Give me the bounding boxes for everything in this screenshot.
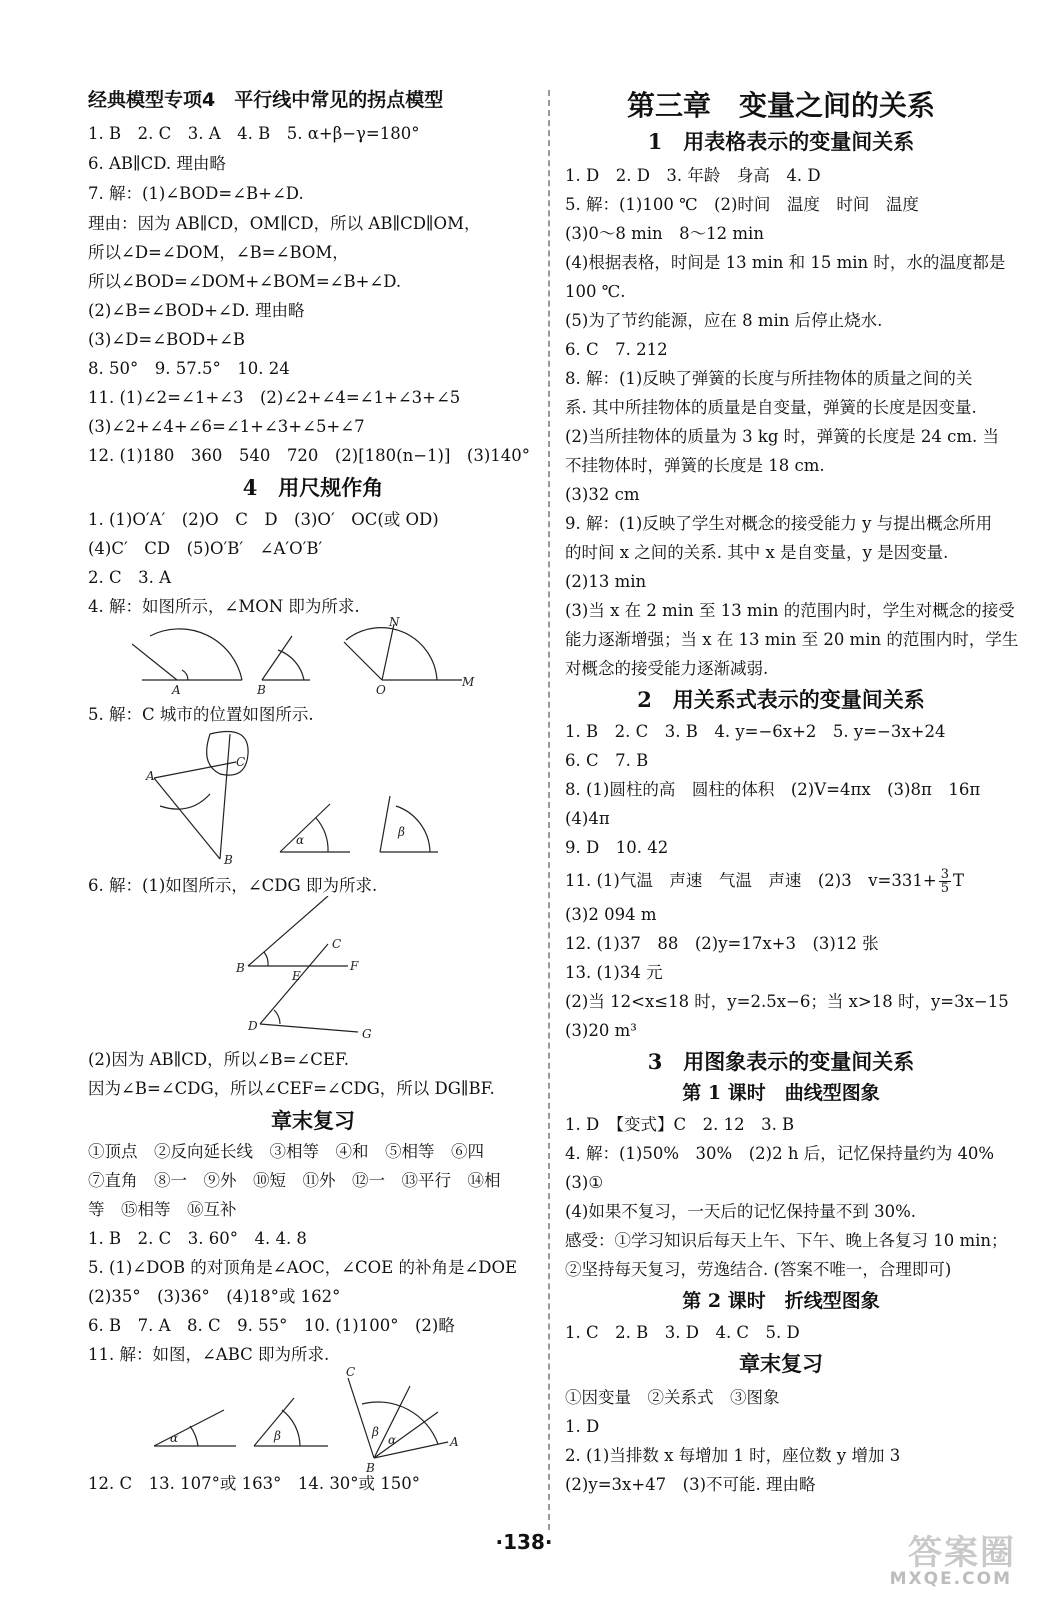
- answer-line: 1. B 2. C 3. A 4. B 5. α+β−γ=180°: [88, 124, 420, 143]
- section-heading: 4 用尺规作角: [242, 475, 384, 500]
- svg-text:α: α: [170, 1431, 179, 1445]
- section-heading: 2 用关系式表示的变量间关系: [637, 687, 925, 712]
- answer-line: ⑦直角 ⑧一 ⑨外 ⑩短 ⑪外 ⑫一 ⑬平行 ⑭相: [88, 1171, 501, 1190]
- answer-line: 12. (1)37 88 (2)y=17x+3 (3)12 张: [565, 934, 879, 953]
- answer-line: (4)C′ CD (5)O′B′ ∠A′O′B′: [88, 539, 323, 558]
- answer-line: (4)根据表格，时间是 13 min 和 15 min 时，水的温度都是: [565, 253, 1006, 272]
- svg-text:β: β: [372, 1425, 379, 1439]
- section-heading: 3 用图象表示的变量间关系: [647, 1049, 915, 1074]
- svg-text:α: α: [388, 1433, 397, 1447]
- answer-line: 等 ⑮相等 ⑯互补: [88, 1200, 237, 1219]
- svg-text:B: B: [366, 1461, 375, 1474]
- construction-figure-cdg: [228, 896, 388, 1046]
- answer-line: (3)∠2+∠4+∠6=∠1+∠3+∠5+∠7: [88, 417, 365, 436]
- answer-line: 6. B 7. A 8. C 9. 55° 10. (1)100° (2)略: [88, 1316, 455, 1335]
- svg-text:C: C: [332, 937, 342, 951]
- answer-line: ②坚持每天复习，劳逸结合. (答案不唯一，合理即可): [565, 1260, 952, 1279]
- answer-line: 的时间 x 之间的关系. 其中 x 是自变量，y 是因变量.: [565, 543, 949, 562]
- answer-line: 8. 50° 9. 57.5° 10. 24: [88, 359, 290, 378]
- answer-line: 9. D 10. 42: [565, 838, 669, 857]
- answer-text: 11. (1)气温 声速 气温 声速 (2)3 v=331+: [565, 871, 937, 890]
- answer-line: 2. (1)当排数 x 每增加 1 时，座位数 y 增加 3: [565, 1446, 901, 1465]
- svg-text:O: O: [376, 683, 386, 694]
- answer-line: (3)当 x 在 2 min 至 13 min 的范围内时，学生对概念的接受: [565, 601, 1015, 620]
- answer-line: 系. 其中所挂物体的质量是自变量，弹簧的长度是因变量.: [565, 398, 977, 417]
- answer-line: (3)2 094 m: [565, 905, 657, 924]
- answer-line: 4. 解：(1)50% 30% (2)2 h 后，记忆保持量约为 40%: [565, 1144, 995, 1163]
- construction-figure-city-c: [140, 724, 440, 864]
- watermark-logo: [846, 1525, 1016, 1591]
- svg-text:N: N: [389, 615, 400, 629]
- answer-line: (3)①: [565, 1173, 604, 1192]
- watermark-text: 答案圈: [908, 1533, 1016, 1573]
- page-number: ·138·: [495, 1530, 553, 1554]
- answer-line: (2)因为 AB∥CD，所以∠B=∠CEF.: [88, 1050, 350, 1069]
- answer-line: (2)∠B=∠BOD+∠D. 理由略: [88, 301, 305, 320]
- column-divider: [548, 90, 550, 1530]
- answer-line: 1. D: [565, 1417, 600, 1436]
- answer-line: 感受：①学习知识后每天上午、下午、晚上各复习 10 min；: [565, 1231, 1008, 1250]
- answer-line: 因为∠B=∠CDG，所以∠CEF=∠CDG，所以 DG∥BF.: [88, 1079, 495, 1098]
- answer-line: 1. B 2. C 3. B 4. y=−6x+2 5. y=−3x+24: [565, 722, 946, 741]
- section-heading: 章末复习: [739, 1351, 823, 1376]
- answer-line: 所以∠D=∠DOM，∠B=∠BOM，: [88, 243, 349, 262]
- answer-line: 6. 解：(1)如图所示，∠CDG 即为所求.: [88, 876, 378, 895]
- svg-text:G: G: [362, 1027, 372, 1041]
- answer-line: (3)∠D=∠BOD+∠B: [88, 330, 246, 349]
- answer-line: 不挂物体时，弹簧的长度是 18 cm.: [565, 456, 825, 475]
- svg-text:α: α: [296, 833, 305, 847]
- answer-line: (2)35° (3)36° (4)18°或 162°: [88, 1287, 341, 1306]
- svg-text:F: F: [350, 959, 359, 973]
- answer-line: 5. 解：C 城市的位置如图所示.: [88, 705, 314, 724]
- section-heading: 1 用表格表示的变量间关系: [647, 129, 915, 154]
- answer-line: 1. (1)O′A′ (2)O C D (3)O′ OC(或 OD): [88, 510, 439, 529]
- fraction: [939, 868, 951, 895]
- fraction-numerator: 3: [940, 867, 949, 882]
- answer-line: 6. AB∥CD. 理由略: [88, 154, 226, 173]
- answer-line: [565, 868, 964, 895]
- answer-line: (2)y=3x+47 (3)不可能. 理由略: [565, 1475, 816, 1494]
- answer-line: (3)20 m³: [565, 1021, 637, 1040]
- answer-line: 8. 解：(1)反映了弹簧的长度与所挂物体的质量之间的关: [565, 369, 973, 388]
- answer-line: 12. C 13. 107°或 163° 14. 30°或 150°: [88, 1474, 421, 1493]
- answer-line: 5. (1)∠DOB 的对顶角是∠AOC，∠COE 的补角是∠DOE: [88, 1258, 518, 1277]
- svg-text:M: M: [462, 675, 475, 689]
- answer-line: (5)为了节约能源，应在 8 min 后停止烧水.: [565, 311, 883, 330]
- answer-line: (3)0～8 min 8～12 min: [565, 224, 764, 243]
- answer-line: (3)32 cm: [565, 485, 640, 504]
- lesson-heading: 第 1 课时 曲线型图象: [682, 1082, 880, 1104]
- svg-text:A: A: [146, 769, 155, 783]
- answer-line: 能力逐渐增强；当 x 在 13 min 至 20 min 的范围内时，学生: [565, 630, 1019, 649]
- svg-text:β: β: [398, 825, 405, 839]
- chapter-title: 第三章 变量之间的关系: [626, 89, 935, 122]
- answer-line: 5. 解：(1)100 ℃ (2)时间 温度 时间 温度: [565, 195, 919, 214]
- answer-line: ①因变量 ②关系式 ③图象: [565, 1388, 780, 1407]
- section-heading: 经典模型专项4 平行线中常见的拐点模型: [88, 89, 444, 111]
- answer-line: 2. C 3. A: [88, 568, 172, 587]
- construction-figure-abc: [148, 1364, 488, 1474]
- answer-line: 1. D 【变式】C 2. 12 3. B: [565, 1115, 795, 1134]
- lesson-heading: 第 2 课时 折线型图象: [682, 1290, 880, 1312]
- answer-line: 11. (1)∠2=∠1+∠3 (2)∠2+∠4=∠1+∠3+∠5: [88, 388, 461, 407]
- answer-line: 9. 解：(1)反映了学生对概念的接受能力 y 与提出概念所用: [565, 514, 993, 533]
- section-heading: 章末复习: [271, 1108, 355, 1133]
- answer-line: (2)13 min: [565, 572, 647, 591]
- answer-line: 13. (1)34 元: [565, 963, 663, 982]
- svg-text:B: B: [236, 961, 245, 975]
- svg-text:B: B: [224, 853, 233, 864]
- answer-line: 4. 解：如图所示，∠MON 即为所求.: [88, 597, 360, 616]
- fraction-denominator: 5: [940, 881, 949, 896]
- answer-line: (4)4π: [565, 809, 610, 828]
- answer-line: 对概念的接受能力逐渐减弱.: [565, 659, 769, 678]
- svg-text:E: E: [292, 969, 301, 983]
- answer-line: 11. 解：如图，∠ABC 即为所求.: [88, 1345, 330, 1364]
- svg-text:D: D: [248, 1019, 258, 1033]
- answer-line: 所以∠BOD=∠DOM+∠BOM=∠B+∠D.: [88, 272, 402, 291]
- answer-line: 1. C 2. B 3. D 4. C 5. D: [565, 1323, 800, 1342]
- answer-line: (2)当 12<x≤18 时，y=2.5x−6；当 x>18 时，y=3x−15: [565, 992, 1009, 1011]
- answer-line: 1. D 2. D 3. 年龄 身高 4. D: [565, 166, 821, 185]
- svg-text:A: A: [450, 1435, 459, 1449]
- svg-text:A: A: [172, 683, 181, 694]
- answer-text: T: [952, 871, 964, 890]
- answer-line: ①顶点 ②反向延长线 ③相等 ④和 ⑤相等 ⑥四: [88, 1142, 484, 1161]
- answer-line: 6. C 7. 212: [565, 340, 668, 359]
- watermark-url: MXQE.COM: [889, 1569, 1012, 1589]
- answer-line: 100 ℃.: [565, 282, 626, 301]
- answer-line: (2)当所挂物体的质量为 3 kg 时，弹簧的长度是 24 cm. 当: [565, 427, 1000, 446]
- svg-text:B: B: [257, 683, 266, 694]
- answer-line: 理由：因为 AB∥CD，OM∥CD，所以 AB∥CD∥OM，: [88, 214, 481, 233]
- svg-text:C: C: [346, 1365, 356, 1379]
- answer-line: (4)如果不复习，一天后的记忆保持量不到 30%.: [565, 1202, 917, 1221]
- answer-line: 8. (1)圆柱的高 圆柱的体积 (2)V=4πx (3)8π 16π: [565, 780, 981, 799]
- answer-line: 1. B 2. C 3. 60° 4. 4. 8: [88, 1229, 307, 1248]
- svg-text:β: β: [274, 1429, 281, 1443]
- answer-line: 6. C 7. B: [565, 751, 649, 770]
- answer-line: 12. (1)180 360 540 720 (2)[180(n−1)] (3)140°: [88, 446, 531, 465]
- construction-figure-mon: [132, 614, 482, 694]
- svg-text:C: C: [236, 755, 246, 769]
- answer-line: 7. 解：(1)∠BOD=∠B+∠D.: [88, 184, 304, 203]
